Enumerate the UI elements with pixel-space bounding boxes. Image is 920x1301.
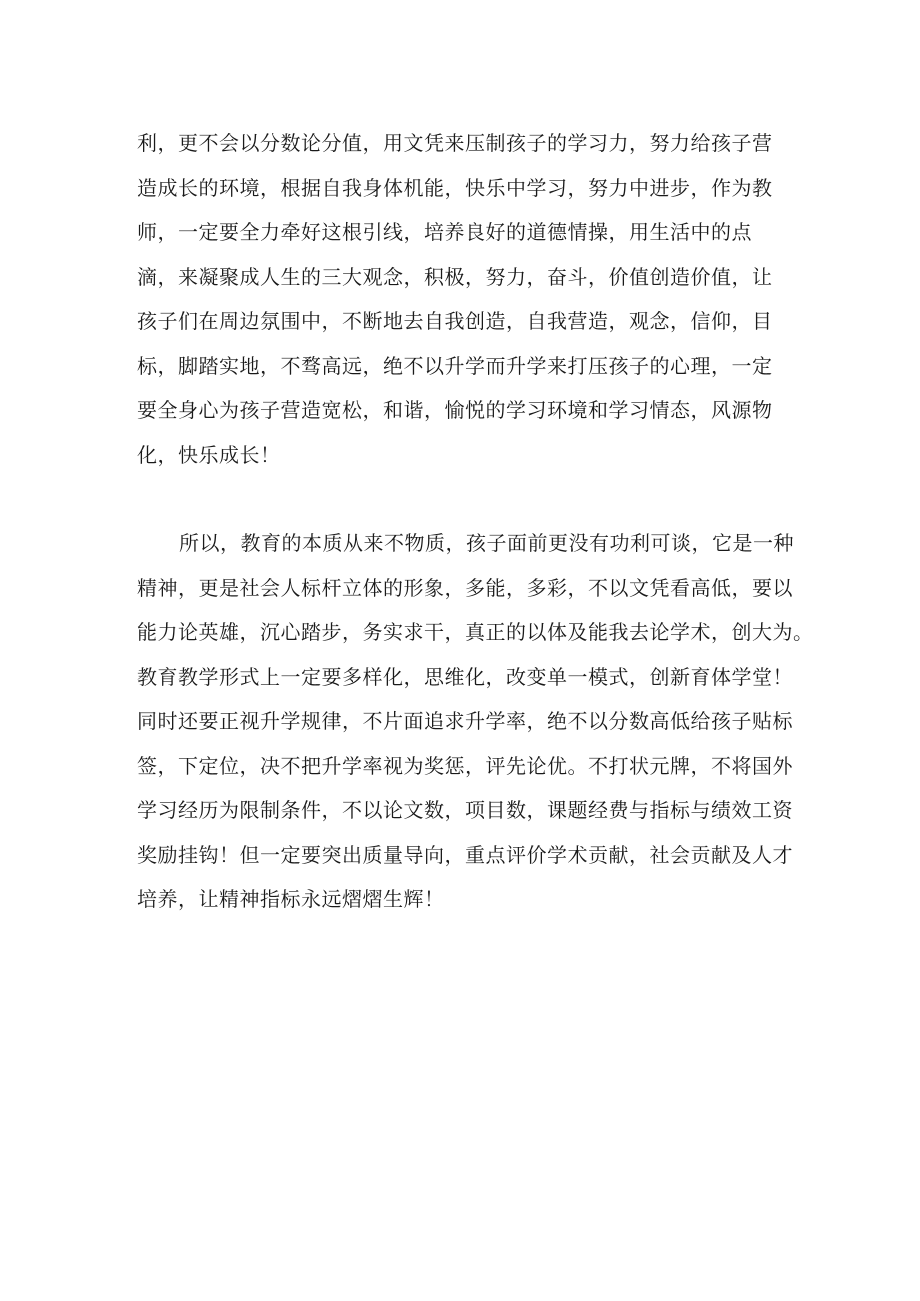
paragraph-line: 造成长的环境，根据自我身体机能，快乐中学习，努力中进步，作为教	[137, 175, 773, 200]
paragraph-line: 培养，让精神指标永远熠熠生辉！	[137, 887, 445, 911]
paragraph-line: 同时还要正视升学规律，不片面追求升学率，绝不以分数高低给孩子贴标	[137, 709, 793, 733]
paragraph-line: 签，下定位，决不把升学率视为奖惩，评先论优。不打状元牌，不将国外	[137, 753, 793, 778]
paragraph-line: 标，脚踏实地，不骛高远，绝不以升学而升学来打压孩子的心理，一定	[137, 353, 773, 378]
paragraph-line: 所以，教育的本质从来不物质，孩子面前更没有功利可谈，它是一种	[179, 531, 794, 555]
paragraph-line: 教育教学形式上一定要多样化，思维化，改变单一模式，创新育体学堂！	[137, 664, 793, 689]
paragraph-line: 精神，更是社会人标杆立体的形象，多能，多彩，不以文凭看高低，要以	[137, 575, 793, 600]
paragraph-line: 化，快乐成长！	[137, 442, 281, 467]
paragraph-line: 能力论英雄，沉心踏步，务实求干，真正的以体及能我去论学术，创大为。	[137, 620, 814, 644]
paragraph-line: 孩子们在周边氛围中，不断地去自我创造，自我营造，观念，信仰，目	[137, 309, 773, 333]
paragraph-line: 奖励挂钩！但一定要突出质量导向，重点评价学术贡献，社会贡献及人才	[137, 842, 793, 867]
paragraph-line: 利，更不会以分数论分值，用文凭来压制孩子的学习力，努力给孩子营	[137, 131, 773, 155]
paragraph-2	[137, 521, 814, 922]
paragraph-line: 要全身心为孩子营造宽松，和谐，愉悦的学习环境和学习情态，风源物	[137, 398, 773, 422]
paragraph-1	[137, 121, 797, 477]
paragraph-line: 滴，来凝聚成人生的三大观念，积极，努力，奋斗，价值创造价值，让	[137, 264, 773, 289]
paragraph-line: 师，一定要全力牵好这根引线，培养良好的道德情操，用生活中的点	[137, 220, 752, 244]
paragraph-line: 学习经历为限制条件，不以论文数，项目数，课题经费与指标与绩效工资	[137, 798, 793, 822]
